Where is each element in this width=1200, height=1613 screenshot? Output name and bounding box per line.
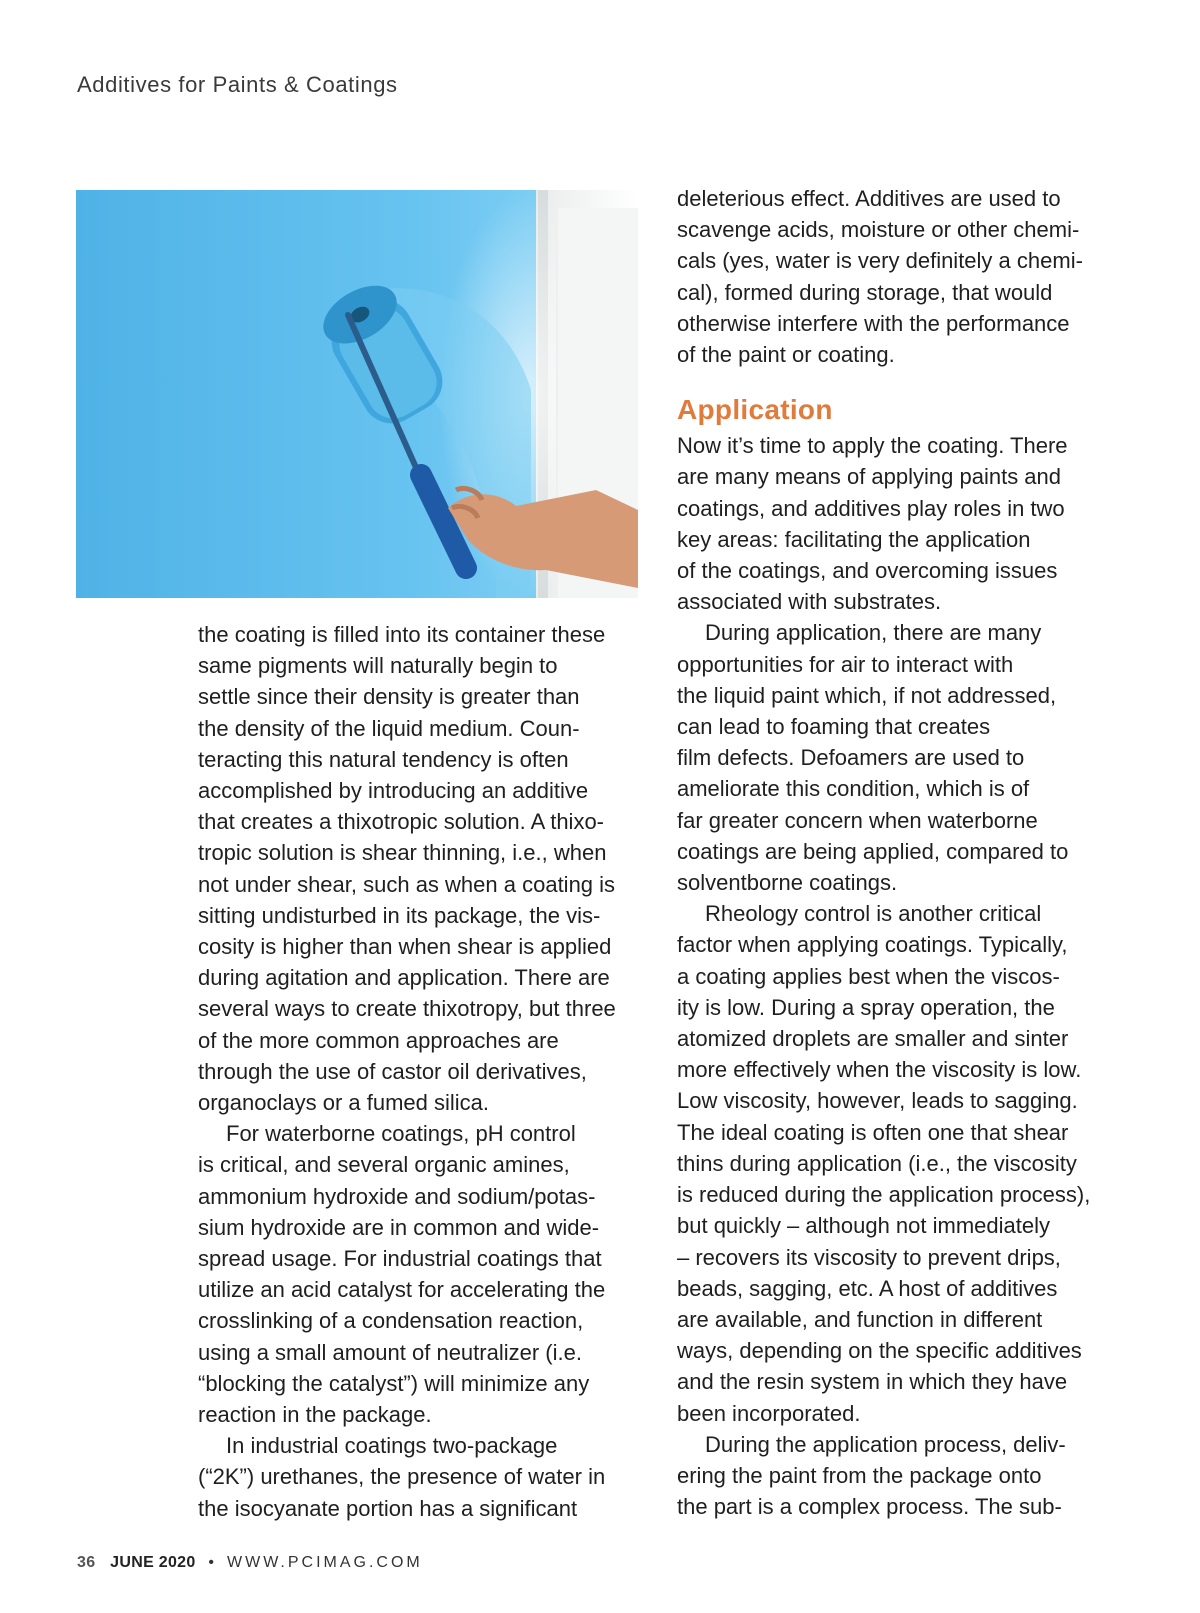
text-line: using a small amount of neutralizer (i.e. [198, 1339, 582, 1365]
text-line: the isocyanate portion has a significant [198, 1495, 578, 1521]
text-line: coatings are being applied, compared to [677, 838, 1069, 864]
text-line: is critical, and several organic amines, [198, 1152, 570, 1178]
text-line: cal), formed during storage, that would [677, 279, 1053, 305]
text-line: during agitation and application. There are [198, 965, 610, 991]
text-line: solventborne coatings. [677, 870, 898, 896]
text-line: through the use of castor oil derivatives, [198, 1058, 587, 1084]
text-line: During application, there are many [705, 620, 1042, 646]
text-line: In industrial coatings two-package [226, 1433, 558, 1459]
running-header: Additives for Paints & Coatings [77, 72, 398, 97]
page-number: 36 [77, 1554, 96, 1571]
text-line: sium hydroxide are in common and wide- [198, 1214, 600, 1240]
text-line: and the resin system in which they have [677, 1369, 1068, 1395]
right-paragraph-1 [677, 430, 1125, 617]
text-line: settle since their density is greater than [198, 684, 580, 710]
text-line: can lead to foaming that creates [677, 714, 991, 740]
text-line: film defects. Defoamers are used to [677, 745, 1025, 771]
text-line: (“2K”) urethanes, the presence of water in [198, 1464, 606, 1490]
text-line: spread usage. For industrial coatings that [198, 1246, 602, 1272]
text-line: that creates a thixotropic solution. A thixo- [198, 809, 605, 835]
right-text-column [677, 183, 1125, 1522]
text-line: ity is low. During a spray operation, the [677, 994, 1055, 1020]
text-line: atomized droplets are smaller and sinter [677, 1026, 1069, 1052]
right-paragraph-3 [677, 898, 1125, 1428]
text-line: reaction in the package. [198, 1402, 432, 1428]
text-line: During the application process, deliv- [705, 1431, 1066, 1457]
text-line: Low viscosity, however, leads to sagging. [677, 1088, 1078, 1114]
text-line: “blocking the catalyst”) will minimize any [198, 1370, 590, 1396]
text-line: Now it’s time to apply the coating. There [677, 433, 1068, 459]
text-line: is reduced during the application process), [677, 1182, 1091, 1208]
text-line: opportunities for air to interact with [677, 651, 1014, 677]
text-line: thins during application (i.e., the viscosity [677, 1150, 1077, 1176]
text-line: ering the paint from the package onto [677, 1462, 1042, 1488]
text-line: – recovers its viscosity to prevent drips, [677, 1244, 1061, 1270]
text-line: of the paint or coating. [677, 342, 895, 368]
text-line: ways, depending on the specific additives [677, 1338, 1082, 1364]
left-paragraph-3 [198, 1430, 648, 1524]
right-paragraph-2 [677, 617, 1125, 898]
text-line: ammonium hydroxide and sodium/potas- [198, 1183, 596, 1209]
text-line: coatings, and additives play roles in two [677, 495, 1065, 521]
issue-date: JUNE 2020 [110, 1554, 196, 1571]
right-paragraph-4 [677, 1429, 1125, 1523]
website-link[interactable]: WWW.PCIMAG.COM [226, 1554, 423, 1571]
page-footer [77, 1554, 423, 1572]
text-line: teracting this natural tendency is often [198, 746, 569, 772]
left-text-column [198, 619, 648, 1524]
text-line: but quickly – although not immediately [677, 1213, 1050, 1239]
text-line: scavenge acids, moisture or other chemi- [677, 217, 1080, 243]
text-line: sitting undisturbed in its package, the vis- [198, 902, 601, 928]
text-line: factor when applying coatings. Typically, [677, 932, 1068, 958]
right-intro-paragraph [677, 183, 1125, 370]
text-line: utilize an acid catalyst for accelerating the [198, 1277, 606, 1303]
text-line: cosity is higher than when shear is applied [198, 934, 612, 960]
text-line: been incorporated. [677, 1400, 861, 1426]
text-line: crosslinking of a condensation reaction, [198, 1308, 584, 1334]
text-line: the liquid paint which, if not addressed, [677, 682, 1057, 708]
text-line: otherwise interfere with the performance [677, 310, 1070, 336]
text-line: of the more common approaches are [198, 1027, 559, 1053]
text-line: The ideal coating is often one that shear [677, 1119, 1069, 1145]
text-line: more effectively when the viscosity is low. [677, 1057, 1082, 1083]
text-line: same pigments will naturally begin to [198, 653, 558, 679]
text-line: the density of the liquid medium. Coun- [198, 715, 580, 741]
text-line: tropic solution is shear thinning, i.e., when [198, 840, 607, 866]
text-line: several ways to create thixotropy, but three [198, 996, 616, 1022]
left-paragraph-1 [198, 619, 648, 1118]
text-line: associated with substrates. [677, 589, 942, 615]
left-paragraph-2 [198, 1118, 648, 1430]
paint-roller-photo [76, 190, 638, 598]
text-line: are available, and function in different [677, 1306, 1043, 1332]
text-line: not under shear, such as when a coating is [198, 871, 616, 897]
text-line: the part is a complex process. The sub- [677, 1494, 1062, 1520]
text-line: far greater concern when waterborne [677, 807, 1038, 833]
text-line: beads, sagging, etc. A host of additives [677, 1275, 1058, 1301]
text-line: the coating is filled into its container these [198, 622, 606, 647]
text-line: cals (yes, water is very definitely a chemi- [677, 248, 1083, 274]
text-line: organoclays or a fumed silica. [198, 1090, 490, 1116]
text-line: of the coatings, and overcoming issues [677, 558, 1058, 584]
text-line: deleterious effect. Additives are used to [677, 186, 1061, 211]
footer-separator: • [208, 1554, 215, 1571]
text-line: Rheology control is another critical [705, 901, 1042, 927]
text-line: are many means of applying paints and [677, 464, 1062, 490]
section-heading-application: Application [677, 394, 833, 426]
text-line: For waterborne coatings, pH control [226, 1121, 576, 1147]
text-line: accomplished by introducing an additive [198, 778, 589, 804]
text-line: ameliorate this condition, which is of [677, 776, 1030, 802]
text-line: a coating applies best when the viscos- [677, 963, 1060, 989]
text-line: key areas: facilitating the application [677, 526, 1031, 552]
